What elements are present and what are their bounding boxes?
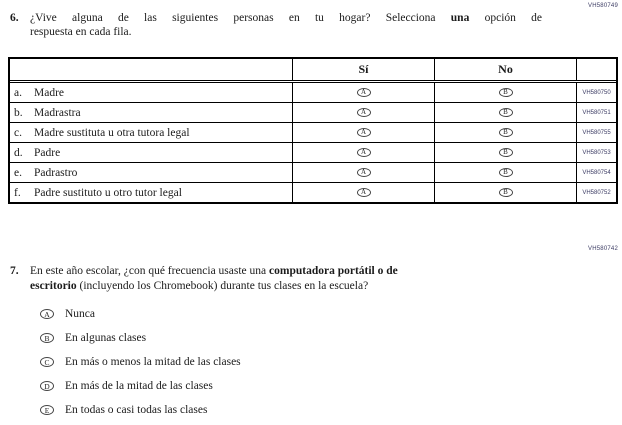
question-7-line1-text: En este año escolar, ¿con qué frecuencia usaste una bbox=[30, 265, 267, 277]
row-letter: e. bbox=[14, 166, 22, 179]
radio-letter: C bbox=[44, 357, 50, 367]
question-7-number: 7. bbox=[10, 265, 19, 277]
row-label: Padrastro bbox=[34, 166, 78, 179]
row-letter: f. bbox=[14, 186, 21, 199]
radio-letter: D bbox=[44, 381, 50, 391]
q7-accession-code: VH580742 bbox=[588, 246, 618, 252]
question-6-line1-text2: opción de bbox=[484, 12, 543, 24]
row-letter: a. bbox=[14, 86, 22, 99]
row-label-cell bbox=[10, 163, 292, 182]
question-7-line2-bold: escritorio bbox=[30, 280, 77, 292]
radio-letter: B bbox=[44, 333, 50, 343]
q6-header-code-empty bbox=[576, 59, 616, 80]
radio-option[interactable] bbox=[40, 357, 54, 367]
table-row bbox=[10, 182, 616, 202]
row-accession-code: VH580753 bbox=[576, 143, 616, 162]
question-7-line1-bold: computadora portátil o de bbox=[269, 265, 398, 277]
row-label: Madrastra bbox=[34, 106, 81, 119]
radio-no[interactable] bbox=[499, 108, 513, 117]
table-row bbox=[10, 102, 616, 122]
table-row bbox=[10, 80, 616, 102]
q6-table-header-row bbox=[10, 59, 616, 80]
answer-option bbox=[40, 331, 241, 345]
radio-letter: B bbox=[503, 88, 508, 96]
radio-si[interactable] bbox=[357, 168, 371, 177]
radio-letter: E bbox=[44, 405, 50, 415]
no-cell bbox=[434, 83, 576, 102]
radio-no[interactable] bbox=[499, 168, 513, 177]
radio-no[interactable] bbox=[499, 148, 513, 157]
option-label: Nunca bbox=[65, 308, 96, 320]
table-row bbox=[10, 142, 616, 162]
radio-si[interactable] bbox=[357, 148, 371, 157]
question-6-text bbox=[30, 11, 542, 39]
radio-option[interactable] bbox=[40, 309, 54, 319]
table-row bbox=[10, 122, 616, 142]
radio-letter: B bbox=[503, 108, 508, 116]
no-cell bbox=[434, 103, 576, 122]
question-7-line2 bbox=[30, 279, 442, 294]
answer-option bbox=[40, 355, 241, 369]
q6-accession-code: VH580749 bbox=[588, 3, 618, 9]
option-label: En más de la mitad de las clases bbox=[65, 380, 213, 392]
si-cell bbox=[292, 143, 434, 162]
radio-letter: A bbox=[360, 148, 367, 156]
question-6-number: 6. bbox=[10, 12, 19, 24]
radio-letter: B bbox=[503, 168, 508, 176]
answer-option bbox=[40, 379, 241, 393]
row-label: Padre sustituto u otro tutor legal bbox=[34, 186, 182, 199]
row-label: Padre bbox=[34, 146, 61, 159]
row-label-cell bbox=[10, 143, 292, 162]
radio-letter: B bbox=[503, 188, 508, 196]
si-cell bbox=[292, 103, 434, 122]
si-cell bbox=[292, 83, 434, 102]
answer-option bbox=[40, 403, 241, 417]
question-6-line1-bold: una bbox=[450, 12, 470, 24]
question-7-line1 bbox=[30, 264, 442, 279]
option-label: En todas o casi todas las clases bbox=[65, 404, 208, 416]
radio-no[interactable] bbox=[499, 88, 513, 97]
radio-letter: A bbox=[360, 188, 367, 196]
row-label-cell bbox=[10, 103, 292, 122]
question-6-line1 bbox=[30, 11, 542, 25]
question-6 bbox=[10, 11, 542, 39]
radio-si[interactable] bbox=[357, 88, 371, 97]
no-cell bbox=[434, 123, 576, 142]
radio-si[interactable] bbox=[357, 108, 371, 117]
radio-letter: B bbox=[503, 128, 508, 136]
question-7 bbox=[10, 264, 442, 294]
si-cell bbox=[292, 183, 434, 202]
radio-letter: B bbox=[503, 148, 508, 156]
q7-options bbox=[40, 307, 241, 425]
radio-no[interactable] bbox=[499, 128, 513, 137]
no-cell bbox=[434, 163, 576, 182]
radio-no[interactable] bbox=[499, 188, 513, 197]
radio-letter: A bbox=[360, 168, 367, 176]
radio-si[interactable] bbox=[357, 188, 371, 197]
option-label: En más o menos la mitad de las clases bbox=[65, 356, 241, 368]
row-label: Madre sustituta u otra tutora legal bbox=[34, 126, 190, 139]
radio-option[interactable] bbox=[40, 381, 54, 391]
row-label-cell bbox=[10, 83, 292, 102]
si-cell bbox=[292, 163, 434, 182]
question-7-text bbox=[30, 264, 442, 294]
q6-header-empty bbox=[10, 59, 292, 80]
radio-si[interactable] bbox=[357, 128, 371, 137]
question-6-line1-text: ¿Vive alguna de las siguientes personas en tu hogar? Selecciona bbox=[30, 12, 436, 24]
question-6-line2: respuesta en cada fila. bbox=[30, 26, 132, 38]
option-label: En algunas clases bbox=[65, 332, 147, 344]
no-cell bbox=[434, 143, 576, 162]
row-accession-code: VH580750 bbox=[576, 83, 616, 102]
no-cell bbox=[434, 183, 576, 202]
row-accession-code: VH580752 bbox=[576, 183, 616, 202]
row-label-cell bbox=[10, 183, 292, 202]
radio-letter: A bbox=[360, 88, 367, 96]
row-letter: c. bbox=[14, 126, 22, 139]
radio-option[interactable] bbox=[40, 333, 54, 343]
row-accession-code: VH580754 bbox=[576, 163, 616, 182]
row-letter: b. bbox=[14, 106, 23, 119]
row-accession-code: VH580751 bbox=[576, 103, 616, 122]
row-letter: d. bbox=[14, 146, 23, 159]
row-label: Madre bbox=[34, 86, 65, 99]
table-row bbox=[10, 162, 616, 182]
q6-table bbox=[8, 57, 618, 204]
radio-letter: A bbox=[44, 309, 50, 319]
si-cell bbox=[292, 123, 434, 142]
row-label-cell bbox=[10, 123, 292, 142]
q6-header-no: No bbox=[434, 59, 576, 80]
radio-letter: A bbox=[360, 128, 367, 136]
row-accession-code: VH580755 bbox=[576, 123, 616, 142]
q6-header-si: Sí bbox=[292, 59, 434, 80]
radio-letter: A bbox=[360, 108, 367, 116]
answer-option bbox=[40, 307, 241, 321]
radio-option[interactable] bbox=[40, 405, 54, 415]
question-7-line2-text: (incluyendo los Chromebook) durante tus clases en la escuela? bbox=[79, 280, 369, 292]
